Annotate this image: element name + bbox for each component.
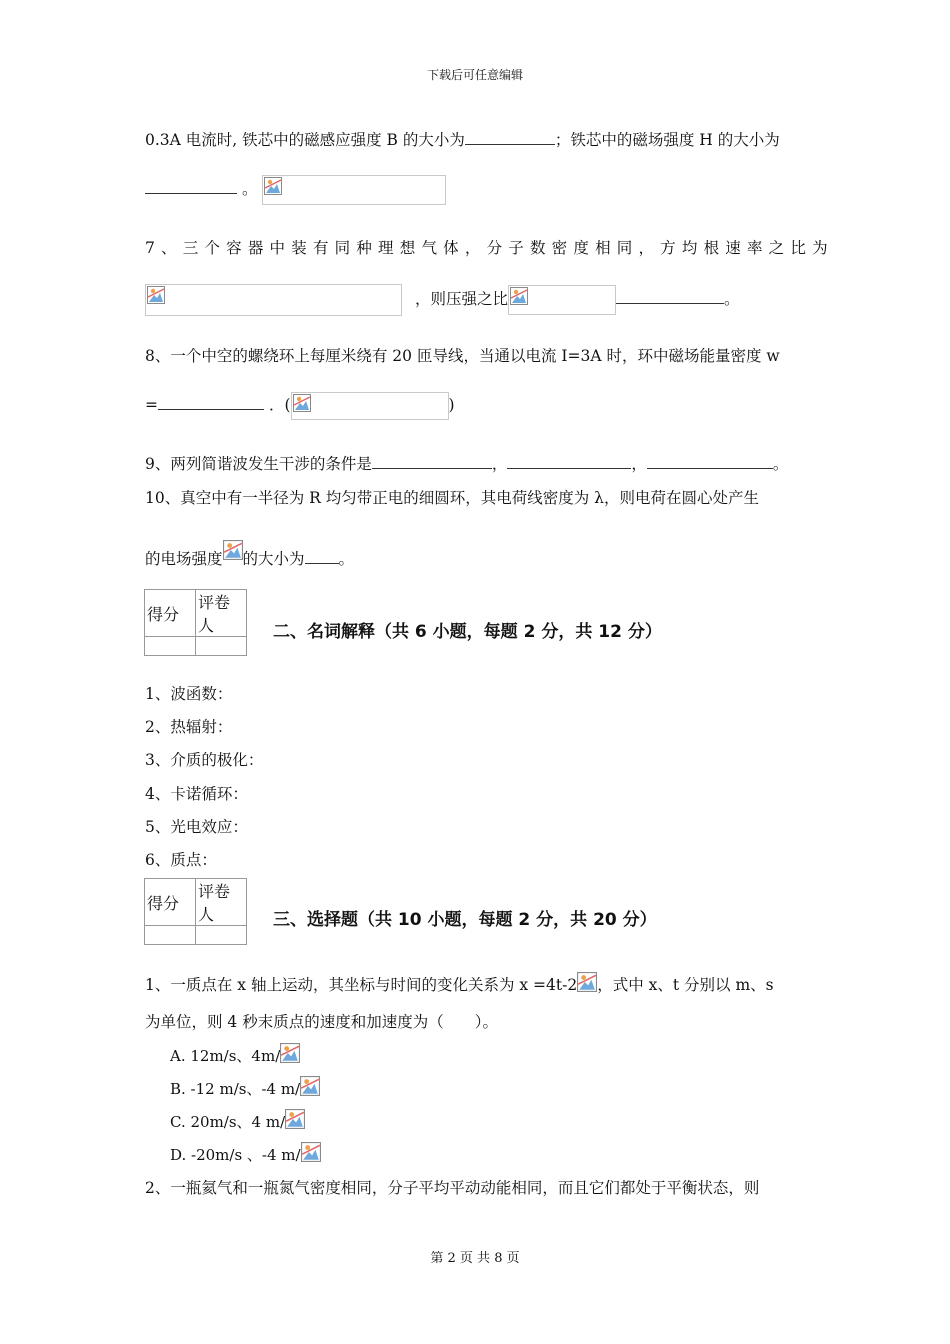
term-item: 6、质点：	[145, 851, 217, 869]
section3-title: 三、选择题（共 10 小题，每题 2 分，共 20 分）	[273, 910, 657, 930]
grader-label: 评卷人	[196, 879, 247, 926]
q8-paren-open: ．(	[268, 396, 291, 414]
term-item: 5、光电效应：	[145, 818, 248, 836]
q8-paren-close: )	[448, 396, 455, 414]
option-text: A. 12m/s、4m/	[170, 1047, 281, 1065]
score-label: 得分	[145, 590, 196, 637]
q8-line1: 8、一个中空的螺绕环上每厘米绕有 20 匝导线，当通以电流 I=3A 时，环中磁场能量密度 w	[145, 347, 780, 365]
answer-blank	[616, 289, 724, 304]
grader-cell	[196, 926, 247, 945]
broken-image-icon	[300, 1076, 320, 1096]
broken-image-icon	[285, 1109, 305, 1129]
answer-blank	[145, 179, 237, 194]
formula-image	[300, 1076, 320, 1096]
q6-text-a: 0.3A 电流时, 铁芯中的磁感应强度 B 的大小为	[145, 131, 465, 149]
broken-image-icon	[147, 286, 165, 304]
q7-mid: ，则压强之比	[414, 290, 508, 308]
q9-sep: ，	[491, 455, 508, 473]
q6-end: 。	[241, 180, 258, 198]
term-item: 1、波函数：	[145, 685, 233, 703]
mc-q1-line1	[145, 972, 774, 995]
q7-end: 。	[723, 290, 740, 308]
page-header: 下载后可任意编辑	[426, 68, 523, 82]
grader-cell	[196, 637, 247, 656]
grader-label: 评卷人	[196, 590, 247, 637]
answer-blank	[305, 549, 339, 564]
q8-eq: =	[145, 396, 158, 414]
option-d	[170, 1142, 321, 1165]
mc-q2-line1: 2、一瓶氦气和一瓶氮气密度相同，分子平均平动动能相同，而且它们都处于平衡状态，则	[145, 1179, 760, 1197]
option-text: C. 20m/s、4 m/	[170, 1113, 286, 1131]
term-item: 4、卡诺循环：	[145, 785, 248, 803]
term-item: 2、热辐射：	[145, 718, 233, 736]
q10-end: 。	[338, 550, 355, 568]
q10-text-a: 的电场强度	[145, 550, 223, 568]
mc-q1-text-a: 1、一质点在 x 轴上运动，其坐标与时间的变化关系为 x =4t-2	[145, 976, 578, 994]
page-footer: 第 2 页 共 8 页	[430, 1251, 520, 1266]
score-cell	[145, 926, 196, 945]
q10-line1: 10、真空中有一半径为 R 均匀带正电的细圆环，其电荷线密度为 λ，则电荷在圆心处产生	[145, 489, 760, 507]
broken-image-icon	[293, 394, 311, 412]
option-text: D. -20m/s 、-4 m/	[170, 1146, 301, 1164]
answer-blank	[647, 454, 773, 469]
mc-q1-line2: 为单位，则 4 秒末质点的速度和加速度为（ ）。	[145, 1013, 498, 1031]
answer-blank	[507, 454, 631, 469]
formula-image	[262, 175, 446, 205]
q9-end: 。	[772, 455, 789, 473]
formula-image	[577, 972, 597, 992]
score-table	[144, 878, 247, 945]
answer-blank	[465, 130, 555, 145]
option-b	[170, 1076, 320, 1099]
answer-blank	[372, 454, 492, 469]
q9-text: 9、两列简谐波发生干涉的条件是	[145, 455, 372, 473]
section2-title: 二、名词解释（共 6 小题，每题 2 分，共 12 分）	[273, 622, 662, 642]
q6-text-b: ；铁芯中的磁场强度 H 的大小为	[554, 131, 780, 149]
option-c	[170, 1109, 305, 1132]
formula-image	[280, 1043, 300, 1063]
score-table	[144, 589, 247, 656]
broken-image-icon	[280, 1043, 300, 1063]
q7-line2	[145, 284, 739, 316]
answer-blank	[158, 395, 264, 410]
q10-text-b: 的大小为	[242, 550, 305, 568]
score-cell	[145, 637, 196, 656]
broken-image-icon	[510, 287, 528, 305]
q6-line2	[145, 175, 446, 205]
broken-image-icon	[301, 1142, 321, 1162]
term-item: 3、介质的极化：	[145, 751, 264, 769]
q7-line1: 7、三个容器中装有同种理想气体，分子数密度相同，方均根速率之比为	[145, 239, 834, 257]
broken-image-icon	[264, 177, 282, 195]
option-text: B. -12 m/s、-4 m/	[170, 1080, 301, 1098]
score-label: 得分	[145, 879, 196, 926]
formula-image	[508, 285, 616, 315]
formula-image	[301, 1142, 321, 1162]
q10-line2	[145, 540, 354, 569]
mc-q1-text-b: ，式中 x、t 分别以 m、s	[597, 976, 774, 994]
formula-image	[285, 1109, 305, 1129]
option-a	[170, 1043, 300, 1066]
q6-line1	[145, 128, 780, 150]
formula-image	[291, 392, 449, 420]
broken-image-icon	[223, 540, 243, 560]
q8-line2	[145, 392, 455, 420]
q9-sep: ，	[631, 455, 647, 473]
formula-image	[145, 284, 402, 316]
broken-image-icon	[577, 972, 597, 992]
formula-image	[223, 540, 243, 560]
q9-line	[145, 452, 788, 474]
